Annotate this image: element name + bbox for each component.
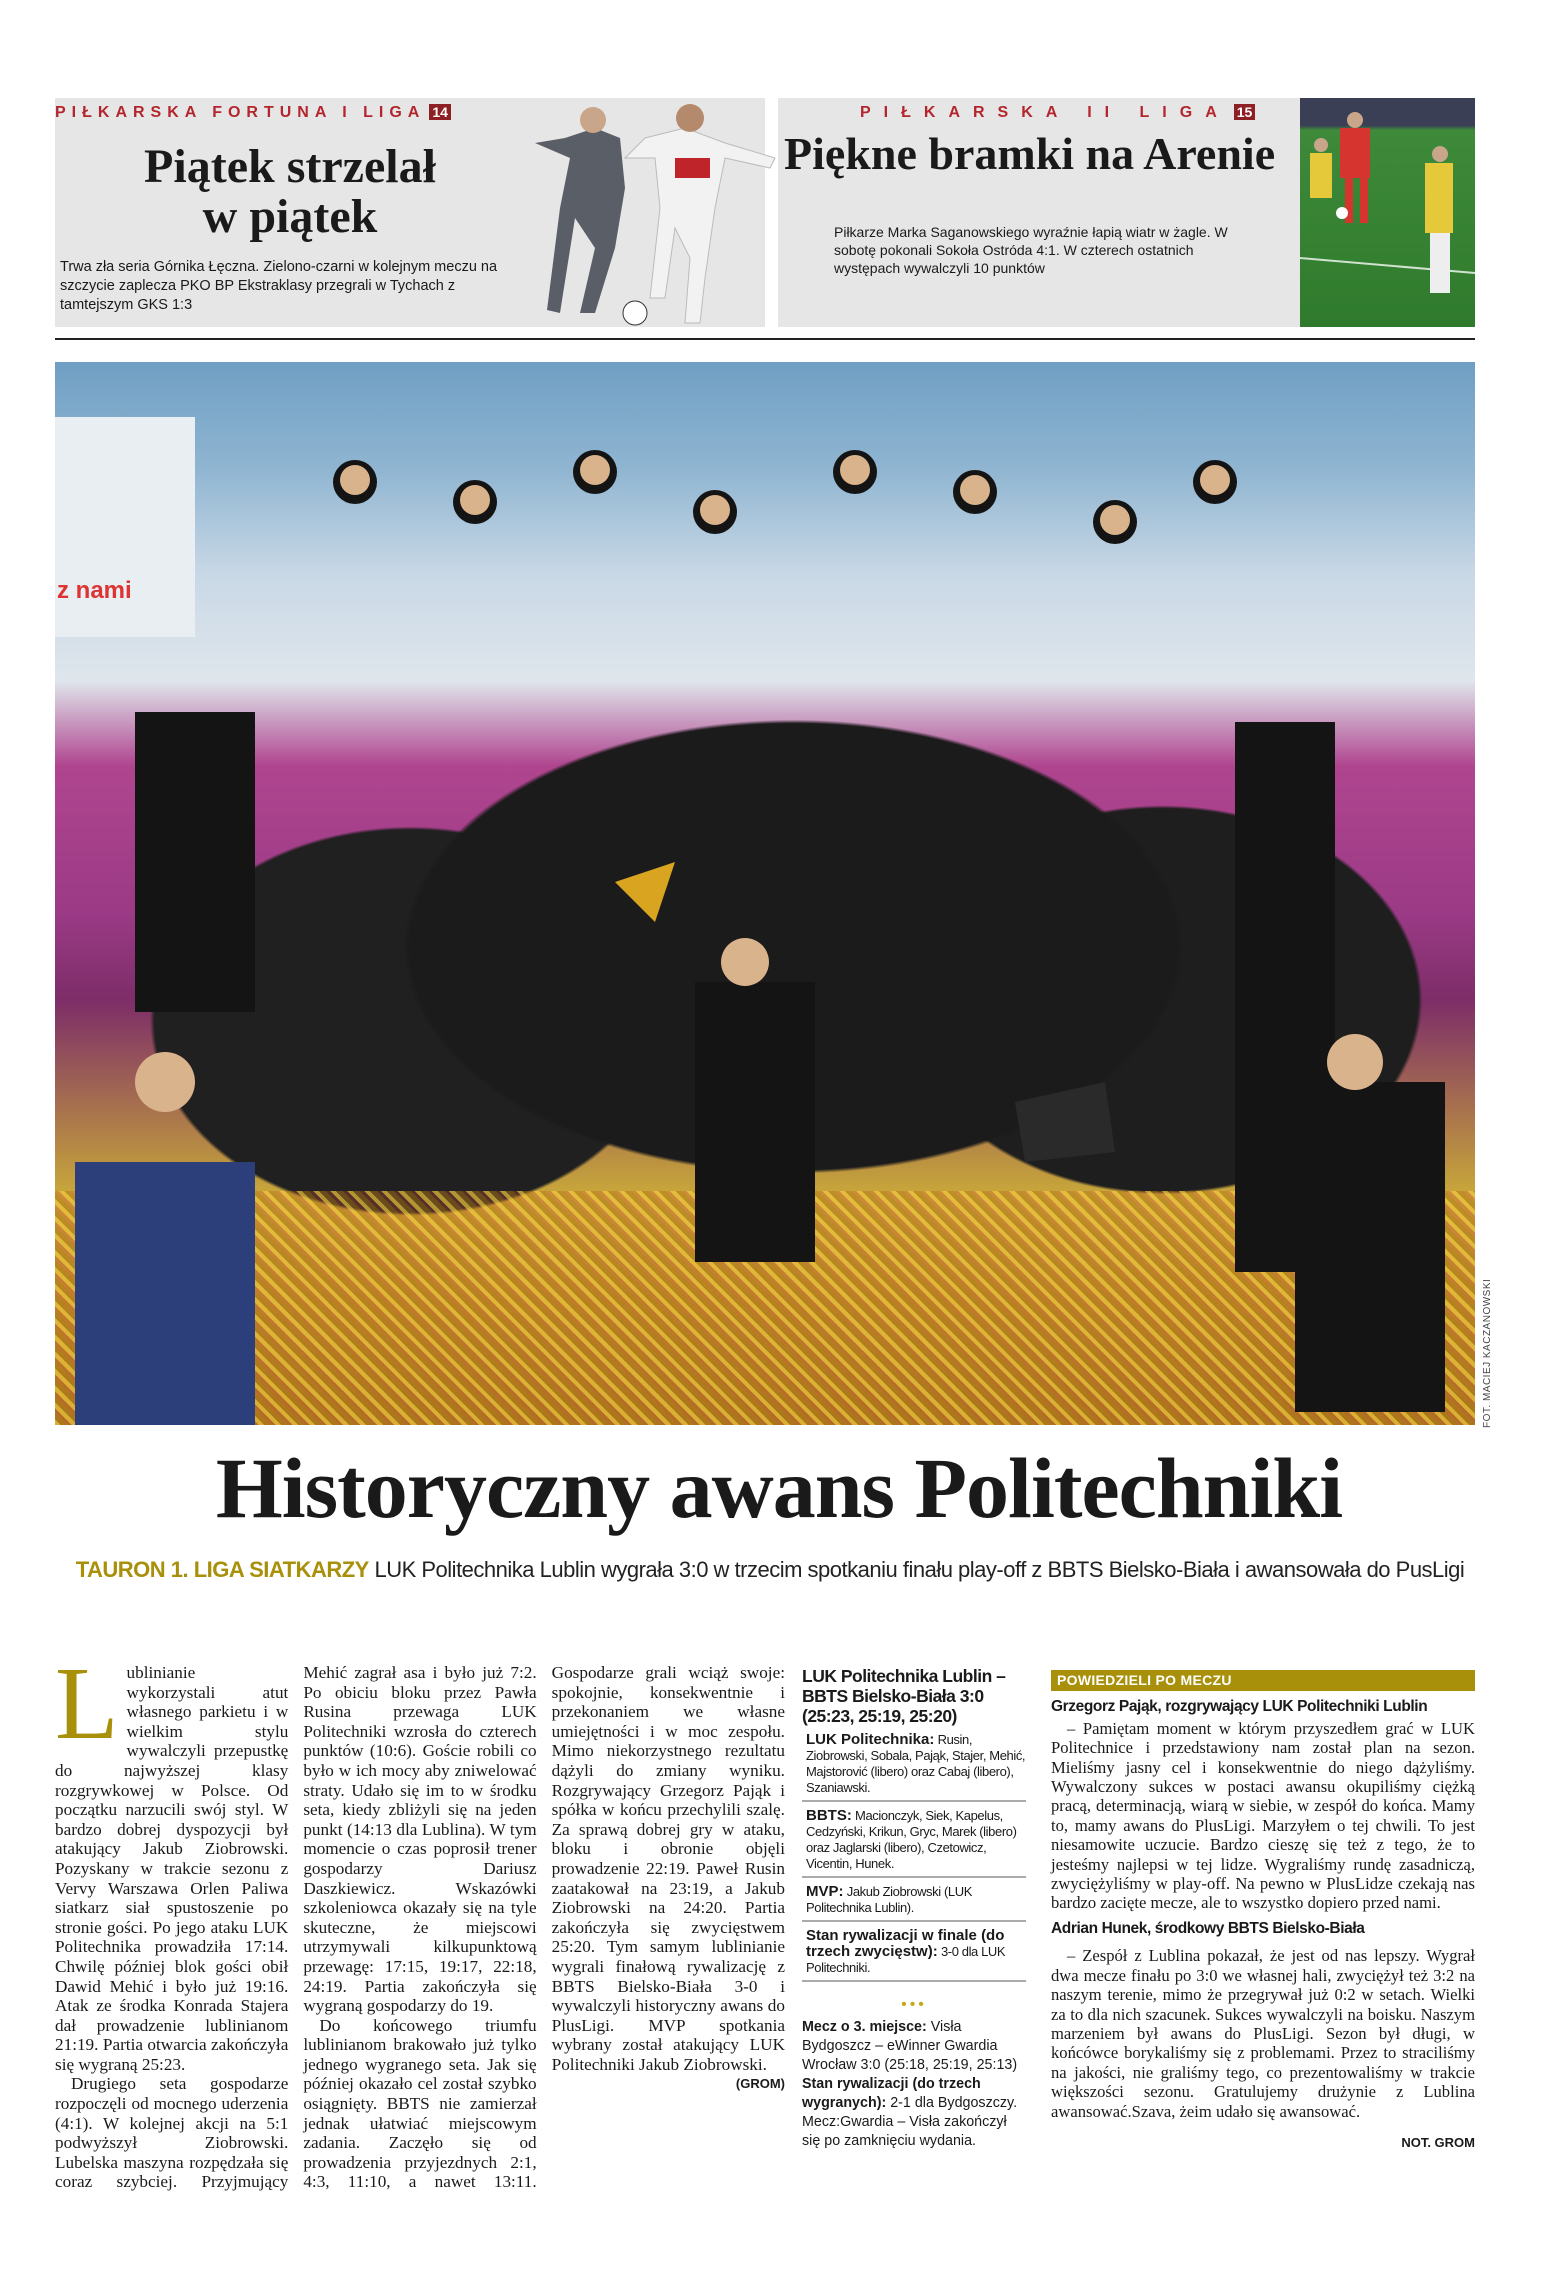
item-label: BBTS:	[806, 1807, 852, 1824]
item-text: Visła Bydgoszcz – eWinner Gwardia Wrocław 3:0 (25:18, 25:19, 25:13)	[802, 2019, 1018, 2073]
article-paragraph	[55, 1646, 289, 2074]
item-text: 2-1 dla Bydgoszczy. Mecz:Gwardia – Visła zakończył się po zamknięciu wydania.	[802, 2095, 1018, 2149]
teaser-title-line: Piątek strzelał	[144, 140, 436, 193]
item-label: Stan rywalizacji (do trzech wygranych):	[802, 2076, 981, 2111]
item-label: Mecz o 3. miejsce:	[802, 2019, 927, 2035]
quote-author: Adrian Hunek, środkowy BBTS Bielsko-Biała	[1051, 1919, 1365, 1937]
result-box	[802, 1666, 1026, 2151]
teaser-title-line: w piątek	[202, 190, 378, 244]
mvp	[802, 1878, 1026, 1922]
photo-credit: FOT. MACIEJ KACZANOWSKI	[1482, 1278, 1493, 1428]
paragraph-text: ublinianie wykorzystali atut własnego parkietu i w wielkim stylu wywalczyli przepustkę do najwyższej klasy rozgrywkowej w Polsce. Od początku narzucili swój styl. W bardzo dobrej dyspozycji był atakujący Jakub Ziobrowski. Pozyskany w trakcie sezonu z Vervy Warszawa Orlen Paliwa siatkarz siał spustoszenie po stronie gości. Po jego ataku LUK Politechnika prowadziła 17:14. Chwilę później blok gości obił Dawid Mehić i było już 19:16. Atak ze środka Konrada Stajera dał prowadzenie lublinianom 21:19. Partia otwarcia zakończyła się wygraną 25:23.	[55, 1663, 289, 2074]
footballers-photo	[525, 98, 795, 330]
article-body	[55, 1646, 785, 2203]
quotes-box	[1051, 1670, 1475, 2152]
item-text: 3-0 dla LUK Politechniki.	[806, 1944, 1006, 1975]
article-headline: Historyczny awans Politechniki	[215, 1440, 1343, 1536]
quote-text: – Pamiętam moment w którym przyszedłem grać w LUK Politechnice i przedstawiony nam został plan na sezon. Mieliśmy jasny cel i konsekwentnie do niego dążyliśmy. Wywalczony sukces w postaci awansu okupiliśmy ciężką pracą, determinacją, wiarą w siebie, w zespół do końca. Mamy to, mamy awans do PlusLigi. Marzyłem o tej chwili. To jest niesamowite uczucie. Bardzo cieszę się też z tego, że to jesteśmy najlepsi w tej lidze. Wygraliśmy rundę zasadniczą, zwyciężyliśmy w play-off. Na pewno w PlusLidze czekają nas bardzo zacięte mecze, ale to wszystko dopiero przed nami.	[1051, 1718, 1475, 1913]
page-number-badge: 15	[1234, 104, 1256, 120]
quotes-header: POWIEDZIELI PO MECZU	[1051, 1670, 1475, 1691]
deck-text: LUK Politechnika Lublin wygrała 3:0 w trzecim spotkaniu finału play-off z BBTS Bielsko-Biała i awansowała do PusLigi	[374, 1557, 1465, 1582]
item-label: LUK Politechnika:	[806, 1731, 935, 1748]
teaser-ii-liga[interactable]	[778, 98, 1475, 327]
final-standing	[802, 1922, 1026, 1982]
team-figures	[55, 362, 1475, 1425]
item-label: Stan rywalizacji w finale (do trzech zwycięstw):	[806, 1927, 1005, 1960]
section-divider	[55, 338, 1475, 340]
paragraph-text: Do końcowego triumfu lublinianom brakowało już tylko jednego wygranego seta. Jak się później okazało cel został szybko osiągnięty. BBTS nie zamierzał jednak ułatwiać miejscowym zadania. Zaczęło się od prowadzenia przyjezdnych 2:1, 4:3, 11:10, a nawet 13:11. Gospodarze grali wciąż swoje: spokojnie, konsekwentnie i przekonaniem we własne umiejętności i w moc zespołu. Mimo niekorzystnego rezultatu dążyli do zmiany wyniku. Rozgrywający Grzegorz Pająk i spółka w końcu przechylili szalę. Za sprawą dobrej gry w ataku, bloku i obronie objęli prowadzenie 22:19. Paweł Rusin zaatakował na 23:19, a Jakub Ziobrowski na 24:20. Partia zakończyła się zwycięstwem 25:20. Tym samym lublinianie wygrali finałową rywalizację z BBTS Bielsko-Biała 3-0 i wywalczyli historyczny awans do PlusLigi. MVP spotkania wybrany został atakujący LUK Politechniki Jakub Ziobrowski.	[303, 1663, 785, 2192]
teaser-lead: Piłkarze Marka Saganowskiego wyraźnie łapią wiatr w żagle. W sobotę pokonali Sokoła Ostróda 4:1. W czterech ostatnich występach wywalczyli 10 punktów	[834, 224, 1228, 277]
lineup-luk	[802, 1726, 1026, 1802]
item-label: MVP:	[806, 1883, 844, 1900]
third-place-match	[802, 2018, 1026, 2075]
teaser-kicker	[860, 104, 1255, 122]
third-place-standing	[802, 2075, 1026, 2151]
section-label: TAURON 1. LIGA SIATKARZY	[75, 1557, 369, 1582]
separator-dots: •••	[901, 1996, 927, 2013]
item-text: Macionczyk, Siek, Kapelus, Cedzyński, Krikun, Gryc, Marek (libero) oraz Jaglarski (libero), Czetowicz, Vicentin, Hunek.	[806, 1808, 1017, 1871]
article-deck	[70, 1556, 1470, 1583]
teaser-fortuna-liga[interactable]	[55, 98, 765, 327]
kicker-text: PIŁKARSKA II LIGA	[860, 104, 1230, 121]
teaser-title	[55, 142, 525, 243]
author-signature: (GROM)	[735, 2076, 785, 2092]
match-photo-figures	[1300, 98, 1475, 327]
item-text: Jakub Ziobrowski (LUK Politechnika Lublin).	[806, 1884, 972, 1915]
quote-author: Grzegorz Pająk, rozgrywający LUK Politechniki Lublin	[1051, 1698, 1428, 1716]
teaser-lead: Trwa zła seria Górnika Łęczna. Zielono-czarni w kolejnym meczu na szczycie zaplecza PKO BP Ekstraklasy przegrali w Tychach z tamtejszym GKS 1:3	[60, 259, 498, 313]
page-number-badge: 14	[429, 104, 451, 120]
drop-cap: L	[55, 1646, 119, 1761]
item-text: Rusin, Ziobrowski, Sobala, Pająk, Stajer, Mehić, Majstorović (libero) oraz Cabaj (libero), Szaniawski.	[806, 1732, 1026, 1795]
teaser-title: Piękne bramki na Arenie	[784, 128, 1276, 179]
teaser-kicker	[55, 104, 451, 122]
banner-text: z nami	[57, 577, 132, 604]
team-celebration-photo	[55, 362, 1475, 1425]
article-paragraph: Drugiego seta gospodarze rozpoczęli od mocnego uderzenia (4:1). W kolejnej akcji na 5:1 podwyższył Ziobrowski. Lubelska maszyna rozpędzała się coraz szybciej. Przyjmujący Mehić zagrał asa i było już 7:2. Po obiciu bloku przez Pawła Rusina przewaga LUK Politechniki wzrosła do czterech punktów (10:6). Goście robili co było w ich mocy aby zniwelować straty. Udało się im to w środku seta, kiedy zbliżyli się na jeden punkt (14:13 dla Lublina). W tym momencie o czas poprosił trener gospodarzy Dariusz Daszkiewicz. Wskazówki szkoleniowca okazały się na tyle skuteczne, że miejscowi utrzymywali kilkupunktową przewagę: 17:15, 19:17, 22:18, 24:19. Partia zakończyła się wygraną gospodarzy do 19.	[55, 1663, 537, 2192]
quotes-signature: NOT. GROM	[1401, 2134, 1475, 2150]
match-photo	[1300, 98, 1475, 327]
lineup-bbts	[802, 1802, 1026, 1878]
quote-text: – Zespół z Lublina pokazał, że jest od nas lepszy. Wygrał dwa mecze finału po 3:0 we własnej hali, zwyciężył też 3:2 na naszym terenie, mimo że przegrywał już 0:2 w setach. Wielki za to dla nich szacunek. Sukces wywalczyli na boisku. Naszym marzeniem był awans do PlusLigi. Sezon był długi, w końcówce borykaliśmy się z problemami. Przez to straciliśmy na jakości, nie graliśmy tego, co prezentowaliśmy w trakcie większości sezonu. Gratulujemy drużynie z Lublina awansować.Szava, żeim udało się awansować.	[1051, 1946, 1475, 2121]
kicker-text: PIŁKARSKA FORTUNA I LIGA	[55, 104, 426, 121]
result-heading: LUK Politechnika Lublin – BBTS Bielsko-Biała 3:0 (25:23, 25:19, 25:20)	[802, 1666, 1006, 1726]
